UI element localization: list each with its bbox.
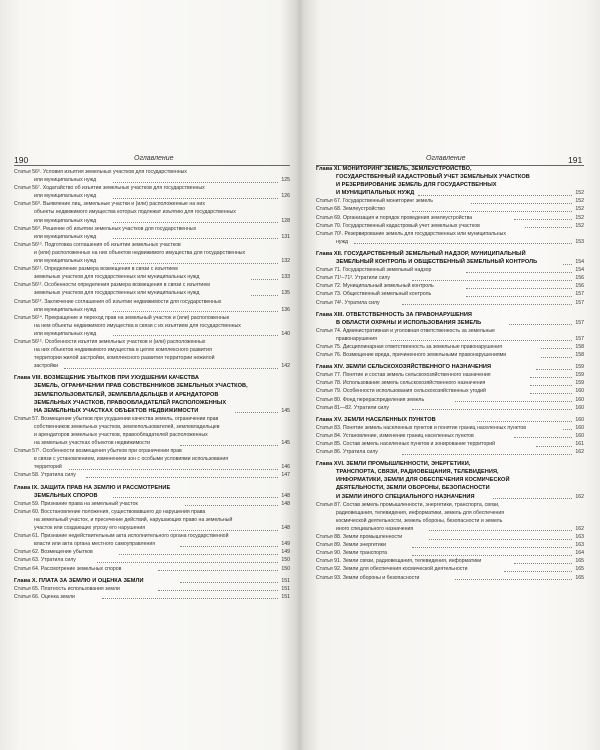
toc-article-line[interactable] [316,290,584,298]
toc-entry-title: космической деятельности, земель обороны, безопасности и земель [336,517,503,524]
toc-entry-title: или муниципальных нужд [34,177,97,184]
toc-entry-title: нужд [336,238,349,245]
toc-page-number: 131 [281,233,290,240]
toc-entry-title: ЗЕМЕЛЬНЫЙ КОНТРОЛЬ И ОБЩЕСТВЕННЫЙ ЗЕМЕЛЬНЫЙ КОНТРОЛЬ [336,259,538,266]
toc-page-number: 164 [575,550,584,557]
toc-article-line[interactable] [316,432,584,440]
toc-list-left [14,168,290,601]
toc-page-number: 128 [281,217,290,224]
toc-entry-title: Статья 77. Понятие и состав земель сельскохозяйственного назначения [316,372,491,379]
toc-page-number: 149 [281,541,290,548]
toc-entry-title: на земельный участок, и пресечение действий, нарушающих право на земельный [34,516,233,523]
toc-chapter-line[interactable] [14,391,290,399]
toc-article-line[interactable] [14,257,290,265]
toc-chapter-line[interactable] [14,399,290,407]
toc-chapter-line[interactable] [316,258,584,266]
toc-page-number: 150 [281,565,290,572]
toc-entry-title: Статья 93. Земли обороны и безопасности [316,574,420,581]
toc-article-line[interactable] [14,423,290,431]
toc-article-line[interactable] [14,548,290,556]
toc-entry-title: И ЗЕМЛИ ИНОГО СПЕЦИАЛЬНОГО НАЗНАЧЕНИЯ [336,493,475,500]
toc-article-line[interactable] [14,217,290,225]
toc-entry-title: Глава IX. ЗАЩИТА ПРАВ НА ЗЕМЛЮ И РАССМОТРЕНИЕ [14,484,171,491]
toc-article-line[interactable] [14,415,290,423]
toc-entry-title: Статья 79. Особенности использования сельскохозяйственных угодий [316,388,486,395]
toc-article-line[interactable] [14,532,290,540]
toc-article-line[interactable] [316,517,584,525]
toc-entry-title: Статья 90. Земли транспорта [316,550,388,557]
toc-page-number: 152 [575,206,584,213]
toc-article-line[interactable] [316,404,584,412]
toc-entry-title: И МУНИЦИПАЛЬНЫХ НУЖД [336,190,415,197]
toc-entry-title: И РЕЗЕРВИРОВАНИЕ ЗЕМЕЛЬ ДЛЯ ГОСУДАРСТВЕННЫХ [336,182,497,189]
toc-article-line[interactable] [316,214,584,222]
toc-article-line[interactable] [316,327,584,335]
toc-entry-title: Глава XII. ГОСУДАРСТВЕННЫЙ ЗЕМЕЛЬНЫЙ НАДЗОР, МУНИЦИПАЛЬНЫЙ [316,250,526,257]
toc-entry-title: на земельных участках объектов недвижимости [34,440,151,447]
toc-page-number: 159 [575,364,584,371]
toc-article-line[interactable] [316,343,584,351]
toc-entry-title: ЗЕМЕЛЬ, ОГРАНИЧЕНИИ ПРАВ СОБСТВЕННИКОВ ЗЕМЕЛЬНЫХ УЧАСТКОВ, [34,383,248,390]
toc-page-number: 152 [575,222,584,229]
toc-page-number: 147 [281,472,290,479]
toc-page-number: 145 [281,407,290,414]
toc-entry-title: в связи с установлением, изменением зон с особыми условиями использования [34,456,229,463]
toc-page-number: 132 [281,258,290,265]
toc-entry-title: ДЕЯТЕЛЬНОСТИ, ЗЕМЛИ ОБОРОНЫ, БЕЗОПАСНОСТИ [336,485,490,492]
toc-chapter-line[interactable] [14,577,290,585]
toc-entry-title: земельных участков для государственных или муниципальных нужд [34,290,200,297]
toc-entry-title: Статья 72. Муниципальный земельный контроль [316,283,434,290]
toc-page-number: 152 [575,214,584,221]
toc-entry-title: власти или акта органа местного самоуправления [34,541,156,548]
toc-entry-title: или муниципальных нужд [34,330,97,337]
toc-entry-title: Глава VIII. ВОЗМЕЩЕНИЕ УБЫТКОВ ПРИ УХУДШЕНИИ КАЧЕСТВА [14,375,199,382]
toc-article-line[interactable] [14,298,290,306]
toc-page-number: 151 [281,593,290,600]
toc-article-line[interactable] [316,371,584,379]
toc-article-line[interactable] [316,197,584,205]
toc-article-line[interactable] [316,533,584,541]
toc-chapter-line[interactable] [316,468,584,476]
toc-page-number: 140 [281,330,290,337]
toc-article-line[interactable] [316,274,584,282]
toc-entry-title: Статья 63. Утратила силу [14,557,76,564]
toc-entry-title: Статья 57¹. Особенности возмещения убытков при ограничении прав [14,448,182,455]
toc-article-line[interactable] [14,322,290,330]
toc-article-line[interactable] [14,524,290,532]
toc-article-line[interactable] [316,501,584,509]
toc-article-line[interactable] [14,176,290,184]
toc-page-number: 135 [281,290,290,297]
toc-entry-title: объекты недвижимого имущества которых подлежат изъятию для государственных [34,209,236,216]
toc-page-number: 126 [281,193,290,200]
toc-entry-title: или муниципальных нужд [34,233,97,240]
toc-entry-title: Глава XV. ЗЕМЛИ НАСЕЛЕННЫХ ПУНКТОВ [316,416,436,423]
toc-article-line[interactable] [316,379,584,387]
toc-page-number: 163 [575,534,584,541]
toc-chapter-line[interactable] [316,460,584,468]
toc-article-line[interactable] [14,500,290,508]
toc-entry-title: Статья 89. Земли энергетики [316,542,386,549]
toc-chapter-line[interactable] [316,173,584,181]
toc-entry-title: территории жилой застройки, комплексного развития территории нежилой [34,355,215,362]
toc-entry-title: Статья 56¹¹. Определение размера возмещения в связи с изъятием [14,266,178,273]
toc-article-line[interactable] [14,200,290,208]
toc-entry-title: ГОСУДАРСТВЕННЫЙ КАДАСТРОВЫЙ УЧЕТ ЗЕМЕЛЬНЫХ УЧАСТКОВ [336,174,530,181]
toc-entry-title: Статья 92. Земли для обеспечения космической деятельности [316,566,468,573]
toc-entry-title: Статья 74¹. Утратила силу [316,299,380,306]
toc-entry-title: Статья 56⁷. Ходатайство об изъятии земельных участков для государственных [14,185,205,192]
toc-entry-title: Статья 57. Возмещение убытков при ухудшении качества земель, ограничении прав [14,415,219,422]
toc-page-number: 160 [575,396,584,403]
toc-article-line[interactable] [14,516,290,524]
toc-entry-title: Статья 64. Рассмотрение земельных споров [14,565,122,572]
toc-entry-title: Статья 69. Организация и порядок проведения землеустройства [316,214,473,221]
toc-entry-title: Статья 76. Возмещение вреда, причиненного земельными правонарушениями [316,352,507,359]
toc-article-line[interactable] [14,225,290,233]
toc-entry-title: Статья 58. Утратила силу [14,472,76,479]
toc-entry-title: Статья 65. Платность использования земли [14,585,120,592]
toc-entry-title: Статья 56¹⁵. Особенности изъятия земельных участков и (или) расположенных [14,338,206,345]
toc-article-line[interactable] [14,447,290,455]
toc-chapter-line[interactable] [14,492,290,500]
toc-article-line[interactable] [316,557,584,565]
toc-chapter-line[interactable] [14,407,290,415]
toc-entry-title: Глава XIII. ОТВЕТСТВЕННОСТЬ ЗА ПРАВОНАРУШЕНИЯ [316,311,472,318]
running-head-left: Оглавление [134,155,174,162]
toc-article-line[interactable] [316,525,584,533]
toc-page-number: 160 [575,416,584,423]
toc-page-number: 125 [281,177,290,184]
toc-page-number: 162 [575,493,584,500]
toc-article-line[interactable] [316,424,584,432]
toc-article-line[interactable] [14,455,290,463]
toc-entry-title: Глава X. ПЛАТА ЗА ЗЕМЛЮ И ОЦЕНКА ЗЕМЛИ [14,577,144,584]
toc-article-line[interactable] [14,168,290,176]
toc-article-line[interactable] [316,230,584,238]
toc-page-number: 133 [281,274,290,281]
toc-chapter-line[interactable] [316,493,584,501]
toc-article-line[interactable] [316,222,584,230]
toc-article-line[interactable] [14,346,290,354]
toc-entry-title: НА ЗЕМЕЛЬНЫХ УЧАСТКАХ ОБЪЕКТОВ НЕДВИЖИМОСТИ [34,407,199,414]
toc-entry-title: Статья 67. Государственный мониторинг земель [316,198,433,205]
toc-entry-title: или муниципальных нужд [34,217,97,224]
toc-entry-title: на них объектов недвижимого имущества в целях комплексного развития [34,347,212,354]
toc-article-line[interactable] [14,471,290,479]
toc-chapter-line[interactable] [316,165,584,173]
toc-page-number: 151 [281,577,290,584]
toc-entry-title: Статья 66. Оценка земли [14,593,75,600]
toc-entry-title: Статья 84. Установление, изменение границ населенных пунктов [316,432,474,439]
toc-entry-title: и арендаторов земельных участков, правообладателей расположенных [34,432,208,438]
toc-entry-title: Статья 70. Государственный кадастровый учет земельных участков [316,222,480,229]
toc-article-line[interactable] [316,541,584,549]
toc-page-number: 157 [575,335,584,342]
toc-page-number: 161 [575,441,584,447]
toc-entry-title: Статья 91. Земли связи, радиовещания, телевидения, информатики [316,558,482,565]
toc-entry-title: правонарушения [336,335,377,342]
toc-article-line[interactable] [316,440,584,448]
toc-chapter-line[interactable] [14,484,290,492]
right-page [300,0,600,750]
toc-entry-title: застройки [34,363,59,370]
toc-entry-title: участок или создающих угрозу его нарушения [34,525,146,532]
toc-article-line[interactable] [316,282,584,290]
toc-article-line[interactable] [316,448,584,456]
toc-page-number: 162 [575,449,584,456]
toc-entry-title: Статья 56⁸. Выявление лиц, земельные участки и (или) расположенные на них [14,201,205,208]
toc-article-line[interactable] [316,509,584,517]
toc-page-number: 165 [575,574,584,581]
toc-entry-title: Статья 68. Землеустройство [316,206,385,213]
toc-entry-title: Глава XI. МОНИТОРИНГ ЗЕМЕЛЬ, ЗЕМЛЕУСТРОЙСТВО, [316,166,472,172]
toc-page-number: 152 [575,198,584,205]
toc-chapter-line[interactable] [316,189,584,197]
toc-page-number: 150 [281,557,290,564]
toc-article-line[interactable] [14,362,290,370]
toc-list-right [316,165,584,582]
toc-entry-title: Статья 59. Признание права на земельный участок [14,500,138,507]
toc-entry-title: и (или) расположенных на них объектов недвижимого имущества для государственных [34,249,246,256]
toc-article-line[interactable] [14,354,290,362]
toc-page-number: 159 [575,372,584,379]
toc-article-line[interactable] [14,593,290,601]
toc-article-line[interactable] [14,265,290,273]
toc-entry-title: на нем объекты недвижимого имущества в связи с их изъятием для государственных [34,322,241,329]
toc-entry-title: собственников земельных участков, землепользователей, землевладельцев [34,423,220,430]
toc-chapter-line[interactable] [316,476,584,484]
toc-chapter-line[interactable] [316,363,584,371]
toc-page-number: 158 [575,343,584,350]
toc-article-line[interactable] [14,306,290,314]
toc-entry-title: радиовещания, телевидения, информатики, земель для обеспечения [336,509,505,516]
toc-page-number: 159 [575,380,584,387]
toc-entry-title: ИНФОРМАТИКИ, ЗЕМЛИ ДЛЯ ОБЕСПЕЧЕНИЯ КОСМИЧЕСКОЙ [336,477,510,484]
toc-entry-title: Статья 61. Признание недействительным акта исполнительного органа государственной [14,533,229,540]
toc-article-line[interactable] [316,205,584,213]
toc-article-line[interactable] [14,439,290,447]
toc-article-line[interactable] [316,387,584,395]
toc-page-number: 157 [575,291,584,298]
toc-article-line[interactable] [14,241,290,249]
toc-article-line[interactable] [14,585,290,593]
toc-entry-title: ТРАНСПОРТА, СВЯЗИ, РАДИОВЕЩАНИЯ, ТЕЛЕВИДЕНИЯ, [336,469,499,476]
page-number-left: 190 [14,155,29,165]
toc-article-line[interactable] [316,335,584,343]
toc-entry-title: земельных участков для государственных или муниципальных нужд [34,274,200,281]
toc-entry-title: территорий [34,464,62,471]
toc-article-line[interactable] [316,565,584,573]
toc-article-line[interactable] [316,549,584,557]
toc-page-number: 149 [281,549,290,556]
toc-article-line[interactable] [316,238,584,246]
toc-entry-title: Статья 56¹³. Заключение соглашения об изъятии недвижимости для государственных [14,298,222,305]
toc-article-line[interactable] [14,208,290,216]
toc-page-number: 160 [575,432,584,439]
toc-chapter-line[interactable] [316,181,584,189]
toc-page-number: 165 [575,566,584,573]
toc-page-number: 158 [575,352,584,359]
toc-page-number: 154 [575,259,584,266]
toc-article-line[interactable] [14,431,290,439]
toc-entry-title: Статья 56⁹. Решение об изъятии земельных участков для государственных [14,225,197,232]
toc-entry-title: Глава XVI. ЗЕМЛИ ПРОМЫШЛЕННОСТИ, ЭНЕРГЕТИКИ, [316,461,471,468]
toc-entry-title: Статья 60. Восстановление положения, существовавшего до нарушения права [14,508,206,515]
toc-article-line[interactable] [14,192,290,200]
toc-article-line[interactable] [316,266,584,274]
toc-entry-title: В ОБЛАСТИ ОХРАНЫ И ИСПОЛЬЗОВАНИЯ ЗЕМЕЛЬ [336,319,482,326]
toc-page-number: 157 [575,299,584,306]
toc-page-number: 153 [575,238,584,245]
running-head-right: Оглавление [426,155,466,162]
header-rule-left [14,165,290,166]
toc-article-line[interactable] [316,396,584,404]
toc-entry-title: Статья 83. Понятие земель населенных пунктов и понятие границ населенных пунктов [316,424,526,431]
toc-entry-title: Статья 74. Административная и уголовная ответственность за земельные [316,327,495,334]
toc-entry-title: Статья 71. Государственный земельный надзор [316,267,432,274]
toc-chapter-line[interactable] [14,374,290,382]
toc-page-number: 162 [575,525,584,532]
toc-page-number: 142 [281,363,290,370]
toc-article-line[interactable] [14,463,290,471]
toc-entry-title: Статья 56¹². Особенности определения размера возмещения в связи с изъятием [14,282,210,289]
toc-page-number: 148 [281,500,290,507]
toc-chapter-line[interactable] [316,416,584,424]
page-number-right: 191 [568,155,583,165]
toc-chapter-line[interactable] [316,319,584,327]
toc-page-number: 146 [281,464,290,471]
toc-entry-title: Статья 56⁶. Условия изъятия земельных участков для государственных [14,169,187,175]
toc-article-line[interactable] [14,565,290,573]
toc-chapter-line[interactable] [316,250,584,258]
toc-entry-title: Глава XIV. ЗЕМЛИ СЕЛЬСКОХОЗЯЙСТВЕННОГО НАЗНАЧЕНИЯ [316,364,492,371]
toc-entry-title: Статья 71¹–71². Утратили силу [316,275,391,282]
toc-article-line[interactable] [14,249,290,257]
toc-article-line[interactable] [14,184,290,192]
toc-page-number: 145 [281,440,290,447]
toc-page-number: 136 [281,306,290,313]
toc-entry-title: Статья 73. Общественный земельный контроль [316,291,432,298]
toc-page-number: 160 [575,404,584,411]
toc-entry-title: Статья 88. Земли промышленности [316,534,403,541]
toc-entry-title: или муниципальных нужд [34,258,97,265]
toc-entry-title: Статья 62. Возмещение убытков [14,549,93,556]
toc-page-number: 156 [575,283,584,290]
toc-entry-title: Статья 56¹⁴. Прекращение и переход прав на земельный участок и (или) расположенные [14,314,230,321]
toc-entry-title: иного специального назначения [336,525,414,532]
toc-page-number: 148 [281,492,290,499]
toc-article-line[interactable] [316,299,584,307]
toc-page-number: 160 [575,388,584,395]
toc-article-line[interactable] [14,508,290,516]
toc-article-line[interactable] [14,273,290,281]
toc-article-line[interactable] [316,351,584,359]
toc-entry-title: Статья 70¹. Резервирование земель для государственных или муниципальных [316,230,506,237]
toc-chapter-line[interactable] [316,484,584,492]
toc-article-line[interactable] [316,574,584,582]
toc-entry-title: или муниципальных нужд [34,193,97,200]
toc-article-line[interactable] [14,556,290,564]
toc-page-number: 157 [575,319,584,326]
toc-article-line[interactable] [14,338,290,346]
toc-page-number: 152 [575,190,584,197]
toc-chapter-line[interactable] [316,311,584,319]
toc-entry-title: Статья 80. Фонд перераспределения земель [316,396,425,403]
toc-chapter-line[interactable] [14,382,290,390]
toc-entry-title: Статья 78. Использование земель сельскохозяйственного назначения [316,380,486,387]
toc-article-line[interactable] [14,540,290,548]
toc-page-number: 151 [281,585,290,592]
toc-article-line[interactable] [14,330,290,338]
toc-entry-title: ЗЕМЕЛЬНЫХ УЧАСТКОВ, ПРАВООБЛАДАТЕЛЕЙ РАСПОЛОЖЕННЫХ [34,399,227,406]
toc-page-number: 160 [575,424,584,431]
toc-page-number: 154 [575,267,584,274]
toc-entry-title: Статья 85. Состав земель населенных пунктов и зонирование территорий [316,441,496,447]
toc-article-line[interactable] [14,289,290,297]
toc-entry-title: ЗЕМЛЕПОЛЬЗОВАТЕЛЕЙ, ЗЕМЛЕВЛАДЕЛЬЦЕВ И АРЕНДАТОРОВ [34,391,219,398]
toc-page-number: 156 [575,275,584,282]
toc-entry-title: Статья 75. Дисциплинарная ответственность за земельные правонарушения [316,343,503,350]
toc-entry-title: Статья 56¹⁰. Подготовка соглашения об изъятии земельных участков [14,241,181,248]
toc-entry-title: или муниципальных нужд [34,306,97,313]
toc-entry-title: Статья 86. Утратила силу [316,449,378,456]
toc-entry-title: Статья 87. Состав земель промышленности, энергетики, транспорта, связи, [316,501,500,508]
toc-entry-title: ЗЕМЕЛЬНЫХ СПОРОВ [34,492,98,499]
toc-page-number: 148 [281,525,290,532]
toc-page-number: 165 [575,558,584,565]
toc-article-line[interactable] [14,281,290,289]
toc-entry-title: Статьи 81—82. Утратили силу [316,404,389,411]
toc-article-line[interactable] [14,314,290,322]
toc-article-line[interactable] [14,233,290,241]
toc-page-number: 163 [575,542,584,549]
